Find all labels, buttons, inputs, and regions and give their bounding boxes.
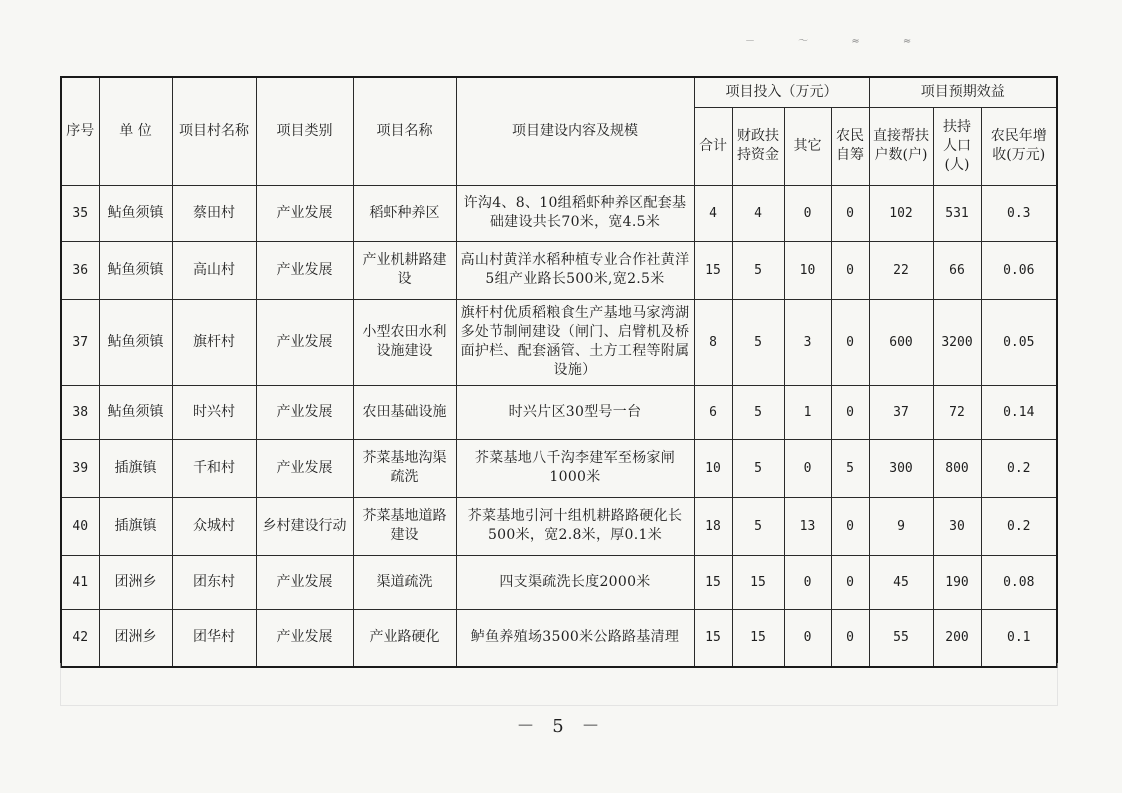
cell-households: 300: [869, 439, 933, 497]
cell-self-raised: 0: [831, 385, 869, 439]
cell-content: 时兴片区30型号一台: [456, 385, 694, 439]
cell-total: 4: [694, 185, 732, 241]
cell-fiscal: 5: [732, 497, 784, 555]
cell-seq: 38: [61, 385, 99, 439]
cell-category: 产业发展: [256, 385, 353, 439]
project-table: [60, 76, 1058, 668]
cell-income: 0.2: [981, 497, 1057, 555]
cell-village: 高山村: [172, 241, 256, 299]
cell-fiscal: 15: [732, 609, 784, 667]
cell-households: 9: [869, 497, 933, 555]
cell-other: 3: [784, 299, 831, 385]
cell-fiscal: 5: [732, 241, 784, 299]
cell-population: 200: [933, 609, 981, 667]
cell-unit: 插旗镇: [99, 439, 172, 497]
cell-households: 102: [869, 185, 933, 241]
cell-self-raised: 0: [831, 555, 869, 609]
cell-total: 8: [694, 299, 732, 385]
cell-income: 0.3: [981, 185, 1057, 241]
cell-category: 产业发展: [256, 439, 353, 497]
header-unit: 单 位: [99, 77, 172, 185]
cell-village: 团东村: [172, 555, 256, 609]
cell-population: 531: [933, 185, 981, 241]
cell-households: 600: [869, 299, 933, 385]
cell-fiscal: 15: [732, 555, 784, 609]
page-number: － 5 －: [516, 716, 606, 737]
header-village: 项目村名称: [172, 77, 256, 185]
cell-total: 10: [694, 439, 732, 497]
cell-total: 15: [694, 241, 732, 299]
cell-seq: 36: [61, 241, 99, 299]
cell-other: 0: [784, 185, 831, 241]
cell-seq: 39: [61, 439, 99, 497]
cell-other: 0: [784, 439, 831, 497]
cell-unit: 鲇鱼须镇: [99, 385, 172, 439]
cell-village: 千和村: [172, 439, 256, 497]
table-row: [61, 497, 1057, 555]
cell-seq: 40: [61, 497, 99, 555]
cell-total: 18: [694, 497, 732, 555]
cell-population: 66: [933, 241, 981, 299]
cell-content: 芥菜基地八千沟李建军至杨家闸1000米: [456, 439, 694, 497]
cell-population: 190: [933, 555, 981, 609]
cell-income: 0.14: [981, 385, 1057, 439]
cell-fiscal: 5: [732, 439, 784, 497]
cell-self-raised: 0: [831, 497, 869, 555]
cell-project-name: 产业机耕路建设: [353, 241, 456, 299]
cell-self-raised: 0: [831, 185, 869, 241]
cell-village: 时兴村: [172, 385, 256, 439]
cell-category: 产业发展: [256, 609, 353, 667]
cell-self-raised: 5: [831, 439, 869, 497]
cell-village: 旗杆村: [172, 299, 256, 385]
cell-project-name: 芥菜基地沟渠疏洗: [353, 439, 456, 497]
cell-seq: 41: [61, 555, 99, 609]
table-row: [61, 439, 1057, 497]
header-households: 直接帮扶户数(户): [869, 107, 933, 185]
cell-project-name: 稻虾种养区: [353, 185, 456, 241]
table-row: [61, 241, 1057, 299]
cell-unit: 团洲乡: [99, 555, 172, 609]
header-benefit: 项目预期效益: [869, 77, 1057, 107]
cell-fiscal: 5: [732, 385, 784, 439]
cell-seq: 42: [61, 609, 99, 667]
cell-content: 旗杆村优质稻粮食生产基地马家湾湖多处节制闸建设（闸门、启臂机及桥面护栏、配套涵管、土方工程等附属设施）: [456, 299, 694, 385]
faded-bleedthrough-row: [60, 663, 1058, 706]
scan-marks: － ～ ≈ ≈: [745, 36, 932, 47]
cell-self-raised: 0: [831, 609, 869, 667]
table-row: [61, 555, 1057, 609]
header-total: 合计: [694, 107, 732, 185]
cell-households: 45: [869, 555, 933, 609]
cell-content: 鲈鱼养殖场3500米公路路基清理: [456, 609, 694, 667]
cell-content: 许沟4、8、10组稻虾种养区配套基础建设共长70米，宽4.5米: [456, 185, 694, 241]
cell-population: 30: [933, 497, 981, 555]
cell-income: 0.05: [981, 299, 1057, 385]
header-content: 项目建设内容及规模: [456, 77, 694, 185]
cell-other: 13: [784, 497, 831, 555]
cell-project-name: 芥菜基地道路建设: [353, 497, 456, 555]
cell-households: 22: [869, 241, 933, 299]
cell-category: 产业发展: [256, 185, 353, 241]
cell-population: 800: [933, 439, 981, 497]
cell-other: 0: [784, 555, 831, 609]
cell-category: 乡村建设行动: [256, 497, 353, 555]
cell-other: 1: [784, 385, 831, 439]
cell-income: 0.2: [981, 439, 1057, 497]
cell-village: 众城村: [172, 497, 256, 555]
header-population: 扶持人口(人): [933, 107, 981, 185]
cell-category: 产业发展: [256, 555, 353, 609]
cell-project-name: 农田基础设施: [353, 385, 456, 439]
cell-content: 四支渠疏洗长度2000米: [456, 555, 694, 609]
header-seq: 序号: [61, 77, 99, 185]
cell-households: 37: [869, 385, 933, 439]
cell-income: 0.06: [981, 241, 1057, 299]
cell-unit: 鲇鱼须镇: [99, 299, 172, 385]
cell-unit: 鲇鱼须镇: [99, 241, 172, 299]
cell-project-name: 小型农田水利设施建设: [353, 299, 456, 385]
table-row: [61, 385, 1057, 439]
cell-content: 芥菜基地引河十组机耕路路硬化长500米，宽2.8米，厚0.1米: [456, 497, 694, 555]
header-investment: 项目投入（万元）: [694, 77, 869, 107]
cell-population: 72: [933, 385, 981, 439]
header-other: 其它: [784, 107, 831, 185]
cell-total: 15: [694, 609, 732, 667]
cell-self-raised: 0: [831, 299, 869, 385]
cell-unit: 团洲乡: [99, 609, 172, 667]
cell-self-raised: 0: [831, 241, 869, 299]
header-self-raised: 农民自筹: [831, 107, 869, 185]
cell-households: 55: [869, 609, 933, 667]
cell-project-name: 产业路硬化: [353, 609, 456, 667]
cell-total: 15: [694, 555, 732, 609]
table-row: [61, 299, 1057, 385]
cell-seq: 35: [61, 185, 99, 241]
cell-seq: 37: [61, 299, 99, 385]
cell-fiscal: 5: [732, 299, 784, 385]
cell-village: 团华村: [172, 609, 256, 667]
cell-category: 产业发展: [256, 241, 353, 299]
header-income: 农民年增收(万元): [981, 107, 1057, 185]
table-row: [61, 185, 1057, 241]
cell-fiscal: 4: [732, 185, 784, 241]
table-row: [61, 609, 1057, 667]
cell-total: 6: [694, 385, 732, 439]
cell-population: 3200: [933, 299, 981, 385]
cell-income: 0.1: [981, 609, 1057, 667]
header-fiscal: 财政扶持资金: [732, 107, 784, 185]
cell-category: 产业发展: [256, 299, 353, 385]
cell-other: 10: [784, 241, 831, 299]
cell-income: 0.08: [981, 555, 1057, 609]
cell-unit: 鲇鱼须镇: [99, 185, 172, 241]
cell-village: 蔡田村: [172, 185, 256, 241]
header-category: 项目类别: [256, 77, 353, 185]
header-project-name: 项目名称: [353, 77, 456, 185]
cell-unit: 插旗镇: [99, 497, 172, 555]
cell-content: 高山村黄洋水稻种植专业合作社黄洋5组产业路长500米,宽2.5米: [456, 241, 694, 299]
cell-other: 0: [784, 609, 831, 667]
cell-project-name: 渠道疏洗: [353, 555, 456, 609]
